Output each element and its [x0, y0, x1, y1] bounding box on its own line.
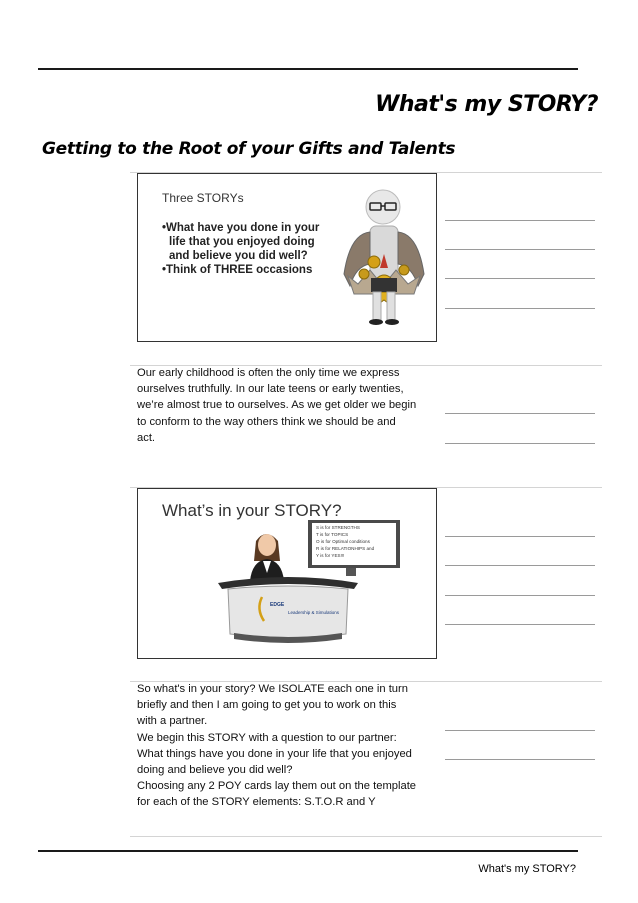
slide1-title: Three STORYs — [162, 191, 244, 205]
stick-figure-with-medals-icon — [344, 190, 424, 325]
writing-line — [445, 278, 595, 279]
board-line: S is for STRENGTHS — [316, 525, 360, 530]
row-separator — [130, 836, 602, 837]
board-line: O is for Optimal conditions — [316, 539, 370, 544]
writing-line — [445, 413, 595, 414]
slide1-bullet: life that you enjoyed doing — [169, 236, 315, 248]
top-rule — [38, 68, 578, 70]
paragraph-line: act. — [137, 431, 156, 444]
board-line: R is for RELATIONHIPS and — [316, 546, 375, 551]
desk-text: Leadership & Simulations — [288, 610, 340, 615]
writing-line — [445, 624, 595, 625]
writing-line — [445, 595, 595, 596]
paragraph-line: briefly and then I am going to get you to work on this — [137, 699, 397, 712]
writing-line — [445, 443, 595, 444]
slide1-bullet: and believe you did well? — [169, 250, 308, 262]
slide1-bullet: •Think of THREE occasions — [162, 264, 313, 276]
paragraph-line: Our early childhood is often the only time we express — [137, 367, 400, 379]
page-title: What's my STORY? — [375, 92, 598, 117]
slide-whats-in-your-story-graphic — [138, 489, 436, 658]
slide2-title: What’s in your STORY? — [162, 501, 342, 520]
paragraph-line: ourselves truthfully. In our late teens or early twenties, — [137, 383, 404, 396]
paragraph-line: We begin this STORY with a question to our partner: — [137, 731, 397, 744]
paragraph-line: with a partner. — [137, 715, 208, 728]
section-subtitle: Getting to the Root of your Gifts and Talents — [42, 139, 456, 159]
writing-line — [445, 759, 595, 760]
paragraph-line: So what's in your story? We ISOLATE each one in turn — [137, 683, 408, 695]
slide1-bullet: •What have you done in your — [162, 222, 320, 234]
writing-line — [445, 249, 595, 250]
slide-three-storys-graphic — [138, 174, 436, 341]
paragraph-line: Choosing any 2 POY cards lay them out on the template — [137, 780, 417, 793]
bottom-rule — [38, 850, 578, 852]
writing-line — [445, 220, 595, 221]
writing-line — [445, 536, 595, 537]
board-line: T is for TOPICS — [316, 532, 349, 537]
paragraph-whats-in-your-story — [137, 681, 437, 811]
writing-line — [445, 308, 595, 309]
board-line: Y is for YES!!! — [316, 553, 345, 558]
paragraph-line: for each of the STORY elements: S.T.O.R and Y — [137, 796, 376, 809]
paragraph-childhood — [137, 365, 437, 446]
slide-three-storys — [137, 173, 437, 342]
news-desk-icon — [218, 577, 358, 643]
slide-whats-in-your-story — [137, 488, 437, 659]
footer-text: What's my STORY? — [478, 863, 576, 875]
desk-brand: EDGE — [270, 602, 285, 608]
paragraph-line: What things have you done in your life that you enjoyed — [137, 747, 412, 760]
paragraph-line: we’re almost true to ourselves. As we get older we begin — [137, 399, 417, 412]
writing-line — [445, 730, 595, 731]
paragraph-line: doing and believe you did well? — [137, 764, 293, 777]
writing-line — [445, 565, 595, 566]
paragraph-line: to conform to the way others think we should be and — [137, 415, 396, 428]
presenter-woman-icon — [250, 534, 284, 581]
